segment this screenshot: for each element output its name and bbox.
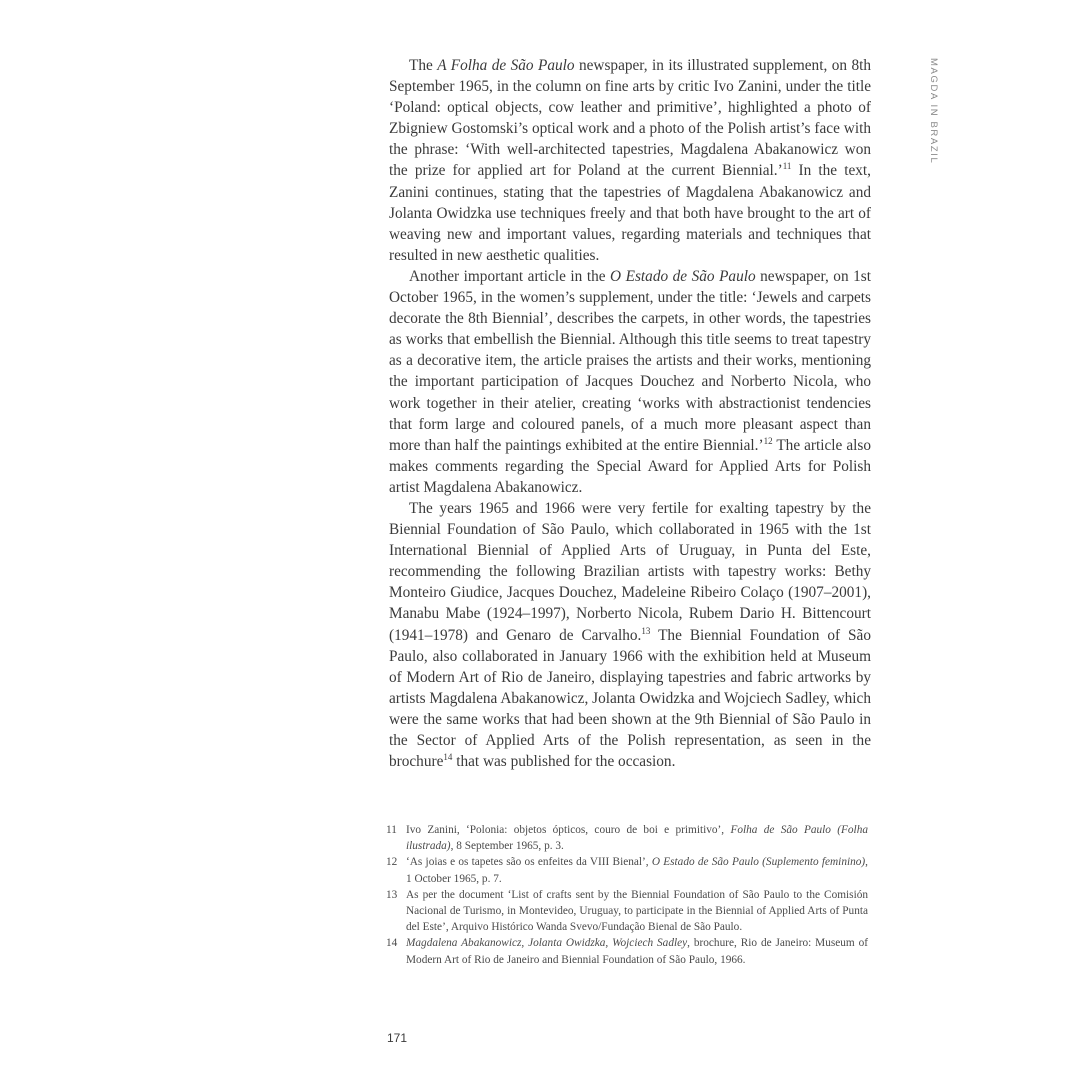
text-run: The bbox=[409, 57, 438, 74]
text-run: As per the document ‘List of crafts sent by the Biennial Foundation of São Paulo to the Comisión Nacional de Turismo, in Montevideo, Uruguay, to participate in the Biennial of Applied Arts of Punta del Este’, Arquivo Histórico Wanda Svevo/Fundação Bienal de São Paulo. bbox=[406, 888, 868, 934]
footnote-ref: 12 bbox=[763, 435, 773, 446]
text-run: Another important article in the bbox=[409, 267, 611, 285]
footnote-number: 13 bbox=[386, 888, 398, 901]
text-run: The Biennial Foundation of São Paulo, also collaborated in January 1966 with the exhibition held at Museum of Modern Art of Rio de Janeiro, displaying tapestries and fabric artworks by artists Magdalena Abakanowicz, Jolanta Owidzka and Wojciech Sadley, which were the same works that had been shown at the 9th Biennial of São Paulo in the Sector of Applied Arts of the Polish representation, as seen in the brochure bbox=[389, 626, 871, 771]
text-run: The years 1965 and 1966 were very fertile for exalting tapestry by the Biennial Foundation of São Paulo, which collaborated in 1965 with the 1st International Biennial of Applied Arts of Uruguay, in Punta del Este, recommending the following Brazilian artists with tapestry works: Bethy Monteiro Giudice, Jacques Douchez, Madeleine Ribeiro Colaço (1907–2001), Manabu Mabe (1924–1997), Norberto Nicola, Rubem Dario H. Bittencourt (1941–1978) and Genaro de Carvalho. bbox=[389, 499, 871, 644]
italic-text: O Estado de São Paulo bbox=[610, 267, 756, 285]
text-run: In the text, Zanini continues, stating that the tapestries of Magdalena Abakanowicz and Jolanta Owidzka use techniques freely and that both have brought to the art of weaving new and important values, regarding materials and techniques that resulted in new aesthetic qualities. bbox=[389, 162, 871, 264]
page-number: 171 bbox=[387, 1031, 408, 1045]
running-head: MAGDA IN BRAZIL bbox=[928, 58, 939, 165]
footnote-text bbox=[406, 889, 868, 933]
text-run: that was published for the occasion. bbox=[452, 753, 676, 771]
body-text bbox=[389, 55, 871, 772]
italic-text: A Folha de São Paulo bbox=[437, 57, 575, 74]
footnote-ref: 11 bbox=[782, 161, 792, 172]
text-run: ‘As joias e os tapetes são os enfeites da VIII Bienal’, bbox=[406, 856, 652, 869]
footnote bbox=[386, 935, 868, 967]
footnote-ref: 13 bbox=[641, 625, 651, 636]
text-run: , 1 October 1965, p. 7. bbox=[406, 856, 868, 885]
text-run: Ivo Zanini, ‘Polonia: objetos ópticos, couro de boi e primitivo’, bbox=[406, 824, 731, 836]
footnote bbox=[386, 854, 868, 886]
footnotes bbox=[386, 822, 868, 968]
italic-text: O Estado de São Paulo (Suplemento feminino) bbox=[651, 856, 866, 869]
footnote bbox=[386, 887, 868, 936]
italic-text: Folha de São Paulo (Folha ilustrada) bbox=[406, 824, 868, 853]
paragraph bbox=[389, 55, 871, 266]
footnote-number: 14 bbox=[386, 937, 398, 950]
footnote-text bbox=[406, 937, 868, 965]
italic-text: Magdalena Abakanowicz, Jolanta Owidzka, Wojciech Sadley bbox=[406, 937, 688, 950]
text-run: The article also makes comments regarding the Special Award for Applied Arts for Polish artist Magdalena Abakanowicz. bbox=[389, 436, 871, 496]
footnote-text bbox=[406, 824, 868, 852]
text-run: newspaper, on 1st October 1965, in the women’s supplement, under the title: ‘Jewels and carpets decorate the 8th Biennial’, describes the carpets, in other words, the tapestries as works that embellish the Biennial. Although this title seems to treat tapestry as a decorative item, the article praises the artists and their works, mentioning the important participation of Jacques Douchez and Norberto Nicola, who work together in their atelier, creating ‘works with abstractionist tendencies that form large and coloured panels, of a much more pleasant aspect than more than half the paintings exhibited at the entire Biennial.’ bbox=[389, 267, 871, 454]
text-run: , 8 September 1965, p. 3. bbox=[450, 840, 564, 853]
paragraph bbox=[389, 266, 871, 498]
footnote-ref: 14 bbox=[443, 752, 453, 763]
text-run: newspaper, in its illustrated supplement, on 8th September 1965, in the column on fine arts by critic Ivo Zanini, under the title ‘Poland: optical objects, cow leather and primitive’, highlighted a photo of Zbigniew Gostomski’s optical work and a photo of the Polish artist’s face with the phrase: ‘With well-architected tapestries, Magdalena Abakanowicz won the prize for applied art for Poland at the current Biennial.’ bbox=[389, 57, 871, 180]
text-run: , brochure, Rio de Janeiro: Museum of Modern Art of Rio de Janeiro and Biennial Foundation of São Paulo, 1966. bbox=[406, 937, 868, 966]
paragraph bbox=[389, 498, 871, 772]
footnote-number: 11 bbox=[386, 824, 397, 836]
footnote-text bbox=[406, 856, 868, 884]
footnote bbox=[386, 822, 868, 854]
footnote-number: 12 bbox=[386, 856, 398, 869]
